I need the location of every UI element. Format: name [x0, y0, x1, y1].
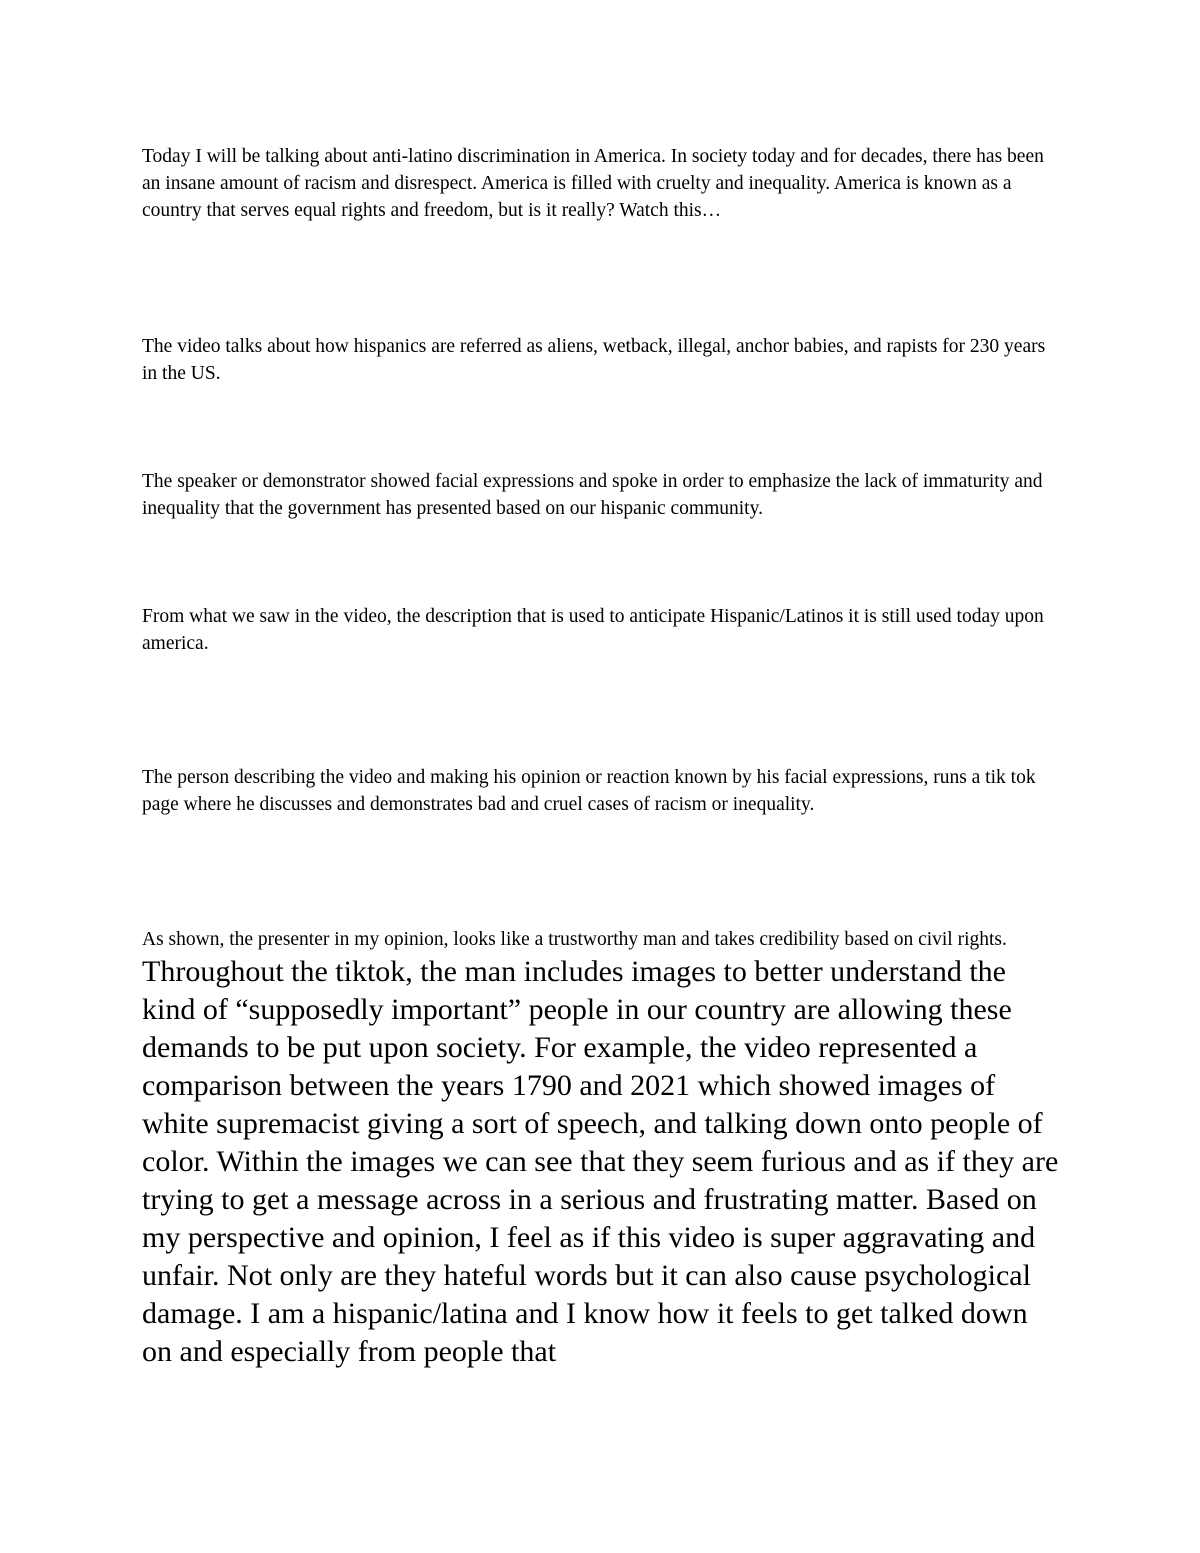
paragraph-video-summary: The video talks about how hispanics are referred as aliens, wetback, illegal, anchor babies, and rapists for 230 years in the US. [142, 336, 1046, 384]
paragraph-analysis [142, 926, 1062, 1371]
paragraph-intro: Today I will be talking about anti-latino discrimination in America. In society today and for decades, there has been an insane amount of racism and disrespect. America is filled with cruelty and inequality. America is known as a country that serves equal rights and freedom, but is it really? Watch this… [142, 146, 1044, 221]
paragraph-speaker: The speaker or demonstrator showed facial expressions and spoke in order to emphasize the lack of immaturity and inequality that the government has presented based on our hispanic community. [142, 471, 1043, 519]
paragraph-presenter: The person describing the video and making his opinion or reaction known by his facial expressions, runs a tik tok page where he discusses and demonstrates bad and cruel cases of racism or inequality. [142, 767, 1036, 815]
paragraph-description: From what we saw in the video, the description that is used to anticipate Hispanic/Latinos it is still used today upon america. [142, 606, 1044, 654]
analysis-large-text: Throughout the tiktok, the man includes images to better understand the kind of “supposedly important” people in our country are allowing these demands to be put upon society. For example, the video represented a comparison between the years 1790 and 2021 which showed images of white supremacist giving a sort of speech, and talking down onto people of color. Within the images we can see that they seem furious and as if they are trying to get a message across in a serious and frustrating matter. Based on my perspective and opinion, I feel as if this video is super aggravating and unfair. Not only are they hateful words but it can also cause psychological damage. I am a hispanic/latina and I know how it feels to get talked down on and especially from people that [142, 955, 1059, 1368]
analysis-small-text: As shown, the presenter in my opinion, looks like a trustworthy man and takes credibility based on civil rights. [142, 929, 1007, 950]
